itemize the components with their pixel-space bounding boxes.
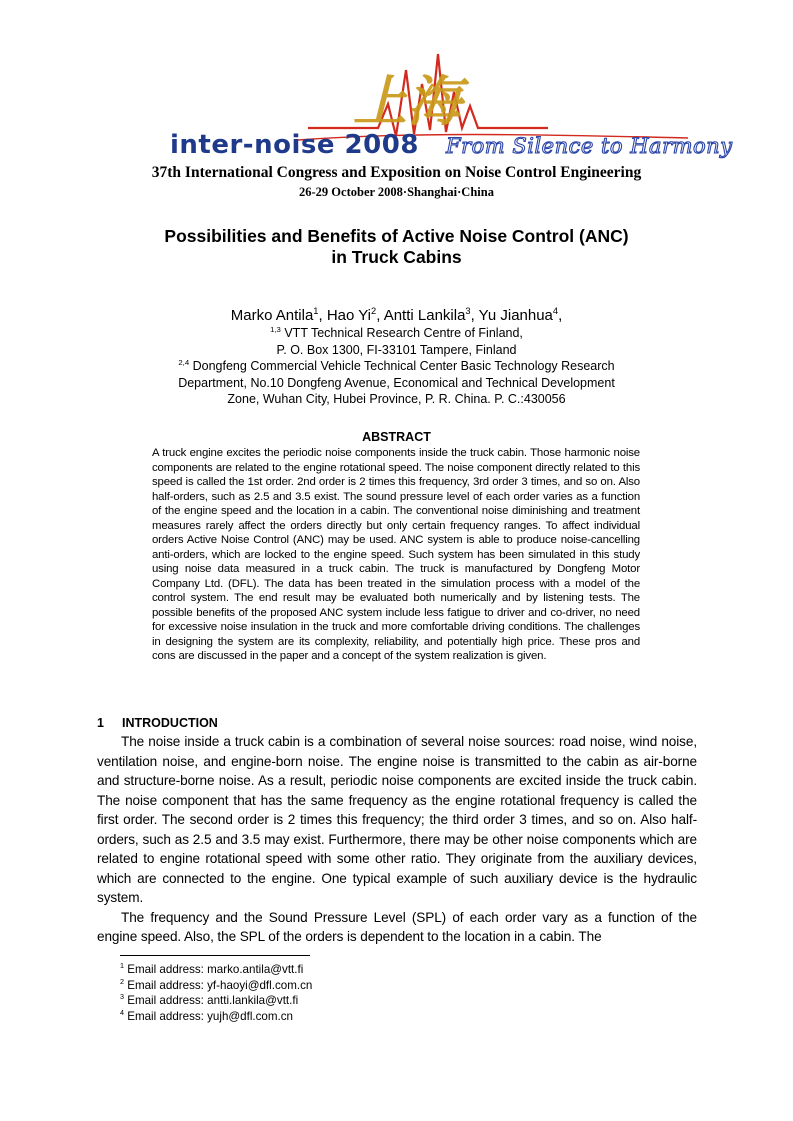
section-heading [97,716,218,730]
author-marker: 3 [465,306,471,316]
congress-dates: 26-29 October 2008·Shanghai·China [299,185,494,199]
footnote [120,962,312,978]
affiliation-marker: 1,3 [270,324,281,334]
abstract-text: A truck engine excites the periodic noise components inside the truck cabin. Those harmonic noise components are related to the engine rotational speed. The noise component directly related to this speed is called the 1st order. 2nd order is 2 times this frequency, 3rd order 3 times, and so on. Also half-orders, such as 2.5 and 3.5 exist. The sound pressure level of each order varies as a function of the engine speed and the location in a cabin. The conventional noise diminishing and treatment measures rarely affect the orders directly but only certain frequency ranges. To affect individual orders Active Noise Control (ANC) may be used. ANC system is able to produce noise-cancelling anti-orders, which are locked to the engine speed. Such system has been simulated in this study using noise data measured in a truck cabin. The truck is manufactured by Dongfeng Motor Company Ltd. (DFL). The data has been treated in the simulation process with a model of the control system. The end result may be evaluated both numerically and by listening tests. The possible benefits of the proposed ANC system include less fatigue to driver and co-driver, no need for excessive noise insulation in the truck and more comfortable driving conditions. The challenges in designing the system are its complexity, reliability, and potentially high price. These pros and cons are discussed in the paper and a concept of the system realization is given. [152,447,640,662]
footnote-divider [120,955,310,956]
affiliation-marker: 2,4 [178,357,190,367]
conference-wordmark: inter-noise 2008 [170,130,419,160]
affiliation-line [120,325,673,342]
affiliation-line: Zone, Wuhan City, Hubei Province, P. R. China. P. C.:430056 [227,392,566,406]
author-name: Hao Yi [326,307,372,324]
footnote-marker: 4 [120,1007,124,1017]
footnote [120,993,312,1009]
footnote [120,978,312,994]
affiliation-text: Dongfeng Commercial Vehicle Technical Center Basic Technology Research [189,359,615,373]
paper-title-line: in Truck Cabins [331,247,462,267]
section-number: 1 [97,716,104,730]
author-separator: , [558,307,563,324]
affiliation-text: VTT Technical Research Centre of Finland, [280,326,523,340]
section-title: INTRODUCTION [122,716,218,730]
affiliation-line [120,358,673,375]
body-paragraph: The noise inside a truck cabin is a combination of several noise sources: road noise, wind noise, ventilation noise, and engine-born noise. The engine noise is transmitted to the cabin as air-borne and structure-borne noise. As a result, periodic noise components are excited inside the truck cabin. The noise component that has the same frequency as the engine rotational frequency is called the first order. The second order is 2 times this frequency; the third order 3 times, and so on. Also half-orders, such as 2.5 and 3.5 may exist. Furthermore, there may be other noise components which are related to engine rotational speed with some other ratio. They originate from the auxiliary devices, which are connected to the engine. One typical example of such auxiliary device is the hydraulic system. [97,734,697,905]
footnote-text: Email address: marko.antila@vtt.fi [124,963,304,976]
affiliations [120,325,673,408]
body-paragraph: The frequency and the Sound Pressure Level (SPL) of each order vary as a function of the engine speed. Also, the SPL of the orders is dependent to the location in a cabin. The [97,909,697,944]
conference-slogan: From Silence to Harmony [446,134,733,158]
affiliation-line: Department, No.10 Dongfeng Avenue, Economical and Technical Development [178,375,615,390]
paper-title [120,226,673,268]
footnote-text: Email address: antti.lankila@vtt.fi [124,994,299,1007]
footnote-marker: 3 [120,992,124,1002]
author-marker: 1 [313,306,319,316]
section-body [97,732,697,947]
footnote-marker: 1 [120,961,124,971]
author-marker: 2 [371,306,377,316]
author-list [0,307,793,324]
footnote-marker: 2 [120,976,124,986]
chinese-calligraphy-logo: 上海 [353,69,461,133]
author-separator: , [470,307,479,324]
author-separator: , [318,307,327,324]
author-name: Antti Lankila [383,307,466,324]
paper-title-line: Possibilities and Benefits of Active Noise Control (ANC) [164,226,629,246]
congress-title: 37th International Congress and Exposition on Noise Control Engineering [151,164,642,181]
abstract-heading: ABSTRACT [362,430,431,444]
footnotes [120,962,312,1024]
author-marker: 4 [552,306,559,316]
affiliation-line: P. O. Box 1300, FI-33101 Tampere, Finland [276,342,517,357]
footnote-text: Email address: yf-haoyi@dfl.com.cn [124,978,313,992]
author-name: Yu Jianhua [478,307,553,324]
author-separator: , [376,307,384,324]
author-name: Marko Antila [230,307,314,324]
footnote-text: Email address: yujh@dfl.com.cn [124,1009,293,1023]
footnote [120,1009,312,1025]
